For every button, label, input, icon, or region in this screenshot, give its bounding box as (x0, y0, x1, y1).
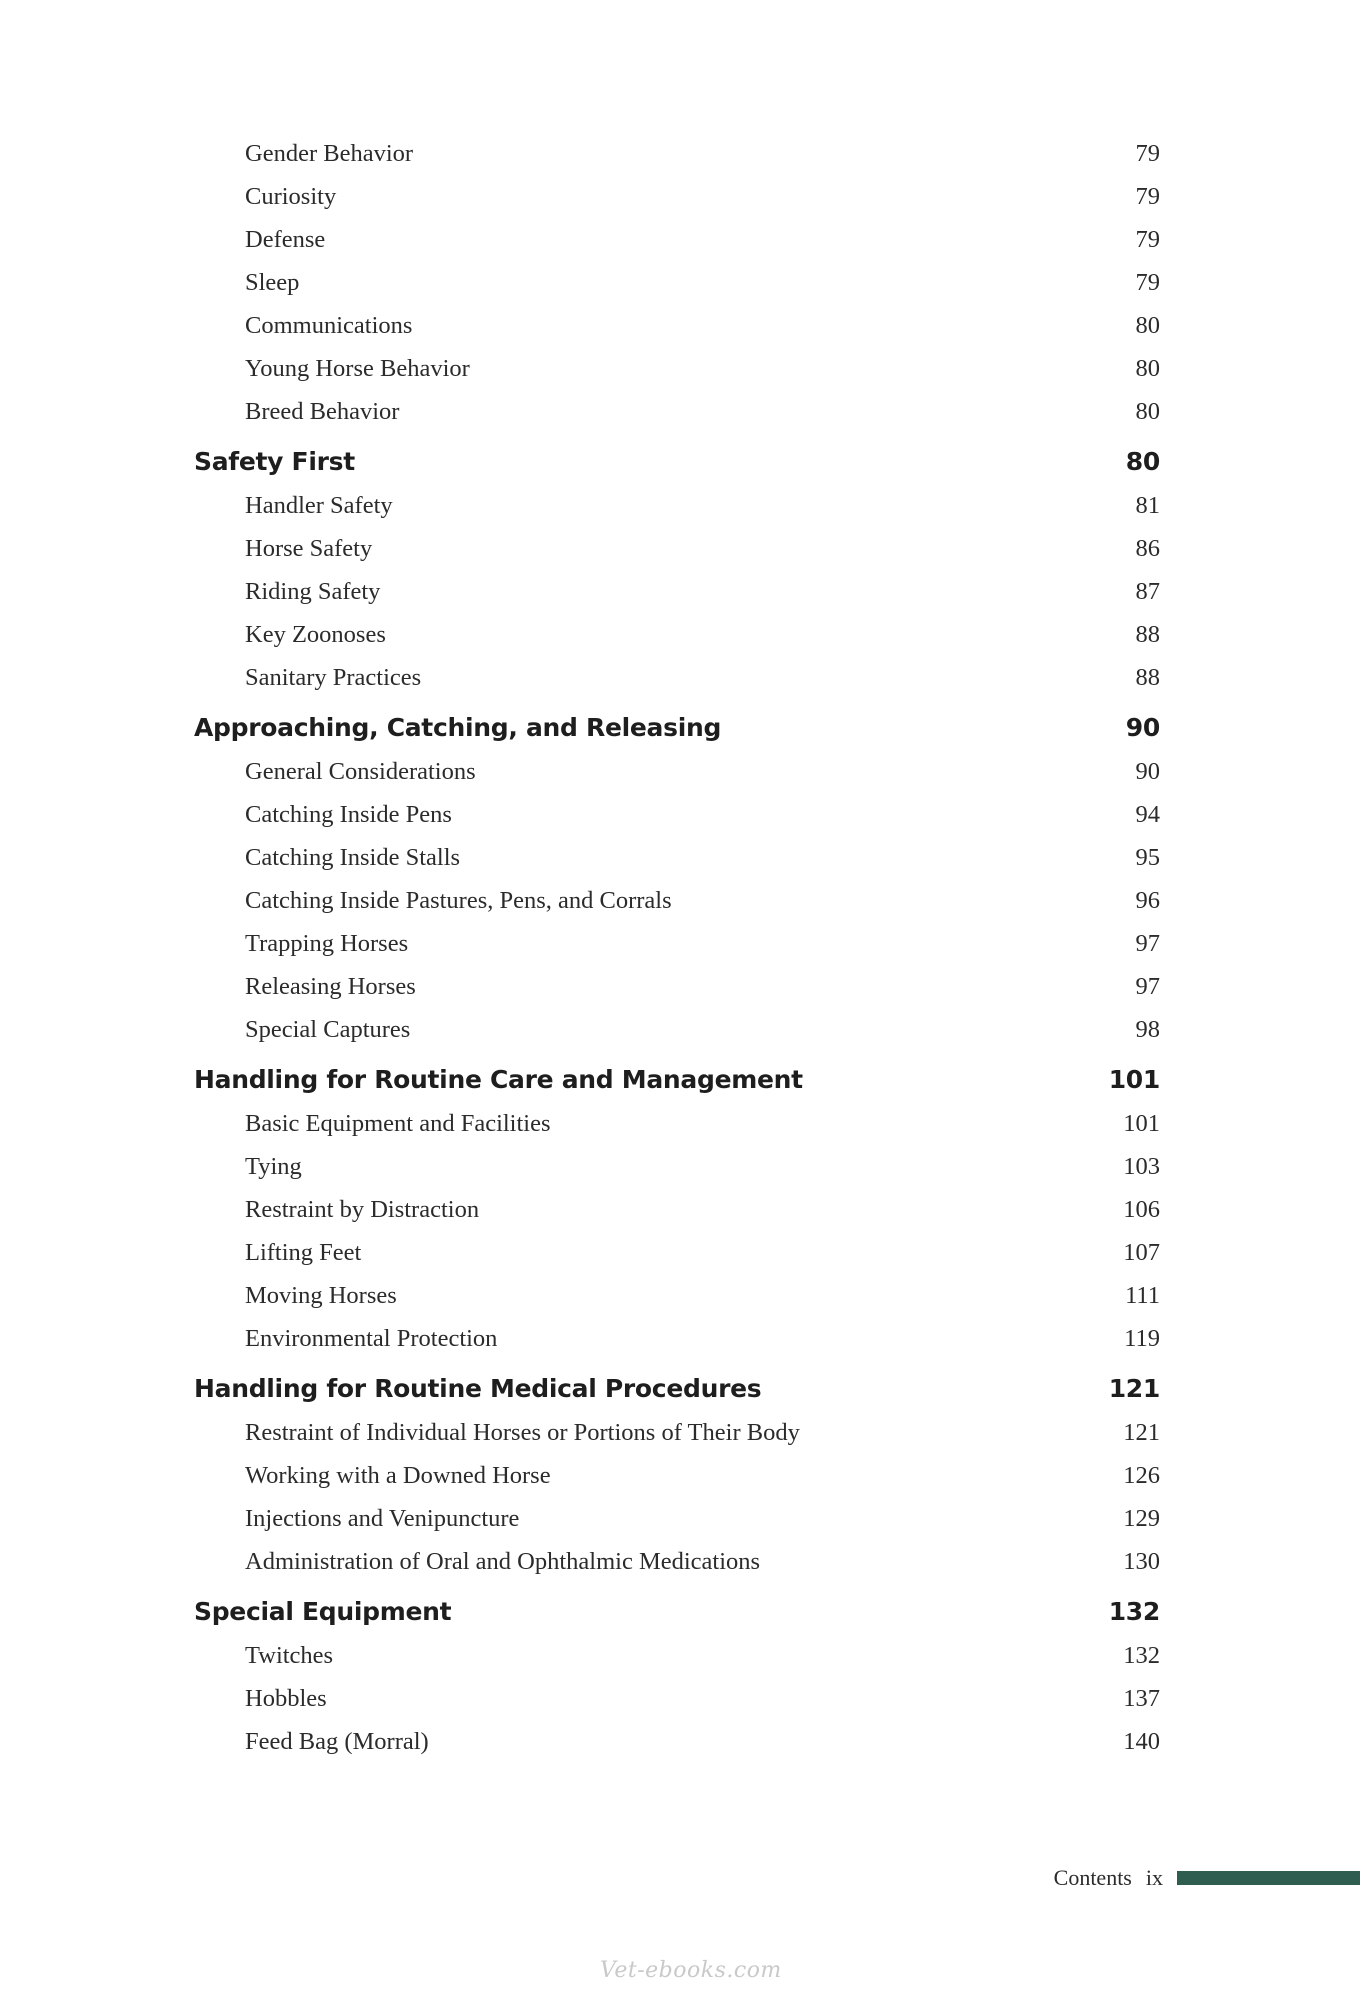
toc-page-number: 87 (1135, 578, 1160, 605)
toc-entry (194, 1102, 1160, 1145)
toc-page-number: 103 (1123, 1153, 1160, 1180)
toc-entry-title: Trapping Horses (245, 930, 409, 957)
toc-section-heading (194, 1585, 1160, 1638)
toc-section-title: Handling for Routine Care and Management (194, 1065, 803, 1094)
toc-entry (194, 484, 1160, 527)
toc-section-heading (194, 1362, 1160, 1415)
toc-page-number: 95 (1135, 844, 1160, 871)
footer-accent-bar (1177, 1871, 1360, 1885)
toc-page-number: 140 (1123, 1728, 1160, 1755)
toc-entry (194, 1008, 1160, 1051)
toc-page-number: 86 (1135, 535, 1160, 562)
page-footer (1054, 1863, 1360, 1893)
toc-entry (194, 965, 1160, 1008)
toc-entry-title: Sleep (245, 269, 300, 296)
toc-entry (194, 793, 1160, 836)
toc-page-number: 126 (1123, 1462, 1160, 1489)
toc-entry-title: Lifting Feet (245, 1239, 362, 1266)
toc-entry-title: Horse Safety (245, 535, 373, 562)
toc-entry-title: Administration of Oral and Ophthalmic Medications (245, 1548, 761, 1575)
toc-entry-title: Injections and Venipuncture (245, 1505, 520, 1532)
toc-entry (194, 175, 1160, 218)
toc-entry-title: Environmental Protection (245, 1325, 498, 1352)
toc-entry-title: Communications (245, 312, 413, 339)
toc-entry-title: Defense (245, 226, 326, 253)
toc-entry-title: General Considerations (245, 758, 476, 785)
toc-entry-title: Breed Behavior (245, 398, 400, 425)
toc-section-heading (194, 701, 1160, 754)
toc-entry-title: Feed Bag (Morral) (245, 1728, 429, 1755)
toc-page-number: 79 (1135, 140, 1160, 167)
toc-page-number: 80 (1125, 447, 1160, 476)
toc-entry-title: Special Captures (245, 1016, 411, 1043)
toc-entry-title: Releasing Horses (245, 973, 416, 1000)
toc-entry (194, 1188, 1160, 1231)
toc-entry (194, 1231, 1160, 1274)
toc-entry-title: Key Zoonoses (245, 621, 386, 648)
toc-section-title: Approaching, Catching, and Releasing (194, 713, 722, 742)
toc-entry-title: Handler Safety (245, 492, 393, 519)
toc-entry-title: Tying (245, 1153, 302, 1180)
toc-entry (194, 750, 1160, 793)
toc-page-number: 88 (1135, 664, 1160, 691)
toc-entry-title: Moving Horses (245, 1282, 397, 1309)
toc-entry (194, 132, 1160, 175)
toc-section-title: Special Equipment (194, 1597, 452, 1626)
watermark-logo: Vet-ebooks.com (600, 1958, 782, 1983)
toc-entry (194, 656, 1160, 699)
toc-page-number: 90 (1125, 713, 1160, 742)
toc-entry (194, 1677, 1160, 1720)
toc-entry (194, 304, 1160, 347)
toc-page-number: 96 (1135, 887, 1160, 914)
toc-page-number: 81 (1135, 492, 1160, 519)
toc-section-title: Safety First (194, 447, 355, 476)
toc-section-heading (194, 1053, 1160, 1106)
toc-page-number: 79 (1135, 226, 1160, 253)
toc-entry-title: Catching Inside Pens (245, 801, 452, 828)
toc-entry-title: Basic Equipment and Facilities (245, 1110, 551, 1137)
toc-entry (194, 1634, 1160, 1677)
toc-entry (194, 1540, 1160, 1583)
toc-entry (194, 1720, 1160, 1763)
toc-entry (194, 261, 1160, 304)
toc-entry-title: Catching Inside Stalls (245, 844, 461, 871)
toc-entry (194, 1274, 1160, 1317)
toc-page-number: 88 (1135, 621, 1160, 648)
toc-page-number: 97 (1135, 973, 1160, 1000)
toc-page-number: 129 (1123, 1505, 1160, 1532)
toc-page-number: 80 (1135, 398, 1160, 425)
toc-page-number: 94 (1135, 801, 1160, 828)
toc-entry-title: Restraint by Distraction (245, 1196, 480, 1223)
toc-page-number: 101 (1123, 1110, 1160, 1137)
toc-entry (194, 879, 1160, 922)
toc-section-title: Handling for Routine Medical Procedures (194, 1374, 762, 1403)
toc-section-heading (194, 435, 1160, 488)
toc-entry (194, 836, 1160, 879)
toc-page-number: 132 (1108, 1597, 1160, 1626)
toc-page-number: 121 (1108, 1374, 1160, 1403)
toc-entry (194, 390, 1160, 433)
toc-page-number: 80 (1135, 355, 1160, 382)
toc-page-number: 121 (1123, 1419, 1160, 1446)
toc-entry (194, 1454, 1160, 1497)
footer-section-label: Contents (1053, 1865, 1132, 1890)
toc-entry (194, 1497, 1160, 1540)
toc-entry (194, 218, 1160, 261)
toc-entry (194, 1317, 1160, 1360)
toc-page-number: 79 (1135, 269, 1160, 296)
footer-page-number: ix (1145, 1865, 1163, 1890)
table-of-contents (194, 132, 1160, 1763)
toc-page-number: 101 (1108, 1065, 1160, 1094)
toc-page-number: 132 (1123, 1642, 1160, 1669)
toc-entry-title: Sanitary Practices (245, 664, 422, 691)
toc-page-number: 119 (1124, 1325, 1160, 1352)
toc-entry-title: Young Horse Behavior (245, 355, 470, 382)
toc-entry-title: Catching Inside Pastures, Pens, and Corrals (245, 887, 672, 914)
toc-entry (194, 570, 1160, 613)
toc-entry-title: Hobbles (245, 1685, 327, 1712)
toc-page-number: 107 (1123, 1239, 1160, 1266)
toc-page-number: 97 (1135, 930, 1160, 957)
toc-entry (194, 1145, 1160, 1188)
toc-page-number: 130 (1123, 1548, 1160, 1575)
toc-entry (194, 613, 1160, 656)
toc-entry-title: Riding Safety (245, 578, 381, 605)
toc-page-number: 106 (1123, 1196, 1160, 1223)
toc-page-number: 98 (1135, 1016, 1160, 1043)
toc-entry-title: Working with a Downed Horse (245, 1462, 551, 1489)
toc-entry (194, 1411, 1160, 1454)
toc-page-number: 137 (1123, 1685, 1160, 1712)
toc-entry-title: Curiosity (245, 183, 337, 210)
toc-page-number: 80 (1135, 312, 1160, 339)
toc-page-number: 111 (1125, 1282, 1160, 1309)
toc-entry (194, 347, 1160, 390)
toc-entry (194, 527, 1160, 570)
toc-page-number: 90 (1135, 758, 1160, 785)
toc-entry-title: Gender Behavior (245, 140, 414, 167)
toc-entry-title: Twitches (245, 1642, 334, 1669)
toc-page-number: 79 (1135, 183, 1160, 210)
toc-entry-title: Restraint of Individual Horses or Portions of Their Body (245, 1419, 800, 1446)
toc-entry (194, 922, 1160, 965)
